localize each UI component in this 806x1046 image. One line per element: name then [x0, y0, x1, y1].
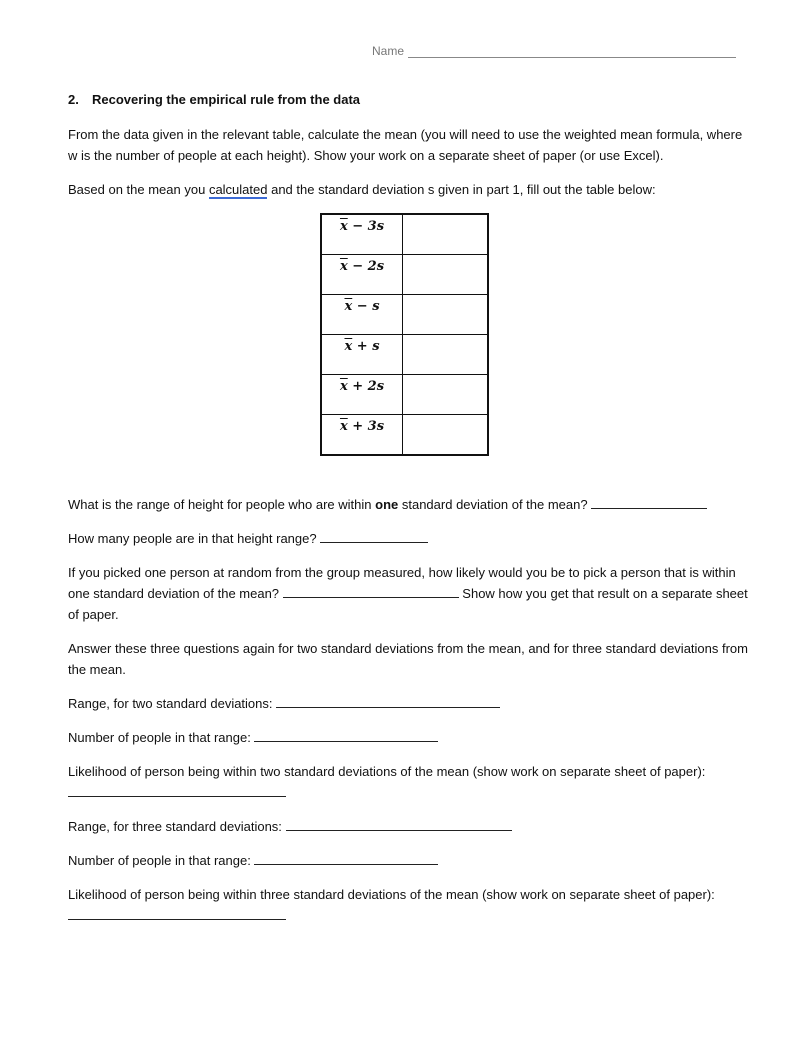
content [68, 92, 748, 939]
misspelled-word: calculated [208, 182, 268, 197]
deviation-table [320, 213, 489, 456]
answer-blank[interactable] [68, 906, 286, 920]
q10-text: Likelihood of person being within three standard deviations of the mean (show work on separate sheet of paper): [68, 887, 715, 902]
answer-blank[interactable] [286, 817, 512, 831]
row-expr: + 3s [347, 419, 385, 434]
instruction-repeat: Answer these three questions again for two standard deviations from the mean, and for three standard deviations from the mean. [68, 641, 748, 677]
answer-blank[interactable] [320, 529, 428, 543]
table-instruction [68, 179, 748, 200]
xbar-symbol: $\overline{x}$ [339, 379, 348, 394]
question-range-two-sd [68, 693, 748, 714]
name-label: Name [372, 44, 405, 58]
answer-blank[interactable] [283, 584, 459, 598]
section-title: Recovering the empirical rule from the data [92, 92, 361, 107]
table-row [321, 214, 488, 255]
row-label-plus-s [321, 335, 403, 375]
row-expr: + 2s [347, 379, 385, 394]
question-likelihood-three-sd [68, 884, 748, 926]
q1-before: What is the range of height for people who are within [68, 497, 376, 512]
q3-before: If you picked one person at random from the group measured, how likely would you be to pick a person that is within one standard deviation of the mean? [68, 565, 736, 601]
row-label-plus-3s [321, 415, 403, 456]
answer-blank[interactable] [254, 728, 438, 742]
question-count-one-sd [68, 528, 748, 549]
value-cell-plus-3s[interactable] [403, 415, 489, 456]
row-expr: − 3s [347, 219, 385, 234]
value-cell-plus-s[interactable] [403, 335, 489, 375]
name-blank[interactable] [408, 45, 736, 58]
table-row [321, 255, 488, 295]
xbar-symbol: $\overline{x}$ [339, 419, 348, 434]
q8-text: Range, for three standard deviations: [68, 819, 282, 834]
xbar-symbol: $\overline{x}$ [344, 299, 353, 314]
xbar-symbol: $\overline{x}$ [339, 219, 348, 234]
intro-paragraph: From the data given in the relevant table, calculate the mean (you will need to use the weighted mean formula, where w is the number of people at each height). Show your work on a separate sheet of paper (or use Excel). [68, 127, 743, 163]
q2-text: How many people are in that height range? [68, 531, 317, 546]
q6-text: Number of people in that range: [68, 730, 251, 745]
section-number: 2. [68, 92, 79, 107]
question-count-three-sd [68, 850, 748, 871]
name-header [372, 44, 736, 58]
instruction-before: Based on the mean you [68, 182, 209, 197]
table-row [321, 295, 488, 335]
question-range-three-sd [68, 816, 748, 837]
question-likelihood-one-sd [68, 562, 748, 625]
q7-text: Likelihood of person being within two standard deviations of the mean (show work on separate sheet of paper): [68, 764, 706, 779]
answer-blank[interactable] [254, 851, 438, 865]
table-row [321, 415, 488, 456]
row-expr: − s [352, 299, 380, 314]
xbar-symbol: $\overline{x}$ [339, 259, 348, 274]
q9-text: Number of people in that range: [68, 853, 251, 868]
instruction-after: and the standard deviation s given in part 1, fill out the table below: [267, 182, 656, 197]
row-label-minus-3s [321, 214, 403, 255]
q1-after: standard deviation of the mean? [398, 497, 588, 512]
row-label-minus-2s [321, 255, 403, 295]
value-cell-minus-2s[interactable] [403, 255, 489, 295]
row-expr: − 2s [347, 259, 385, 274]
question-range-one-sd [68, 494, 748, 515]
row-label-plus-2s [321, 375, 403, 415]
table-row [321, 375, 488, 415]
value-cell-plus-2s[interactable] [403, 375, 489, 415]
section-heading [68, 92, 748, 107]
answer-blank[interactable] [68, 783, 286, 797]
table-wrapper [68, 213, 748, 456]
q1-bold: one [375, 497, 399, 512]
value-cell-minus-s[interactable] [403, 295, 489, 335]
xbar-symbol: $\overline{x}$ [344, 339, 353, 354]
value-cell-minus-3s[interactable] [403, 214, 489, 255]
question-count-two-sd [68, 727, 748, 748]
row-expr: + s [352, 339, 380, 354]
answer-blank[interactable] [591, 495, 707, 509]
q3-after: Show how you get that result on a separate sheet of paper. [68, 586, 748, 622]
table-row [321, 335, 488, 375]
row-label-minus-s [321, 295, 403, 335]
question-likelihood-two-sd [68, 761, 748, 803]
answer-blank[interactable] [276, 694, 500, 708]
q5-text: Range, for two standard deviations: [68, 696, 273, 711]
